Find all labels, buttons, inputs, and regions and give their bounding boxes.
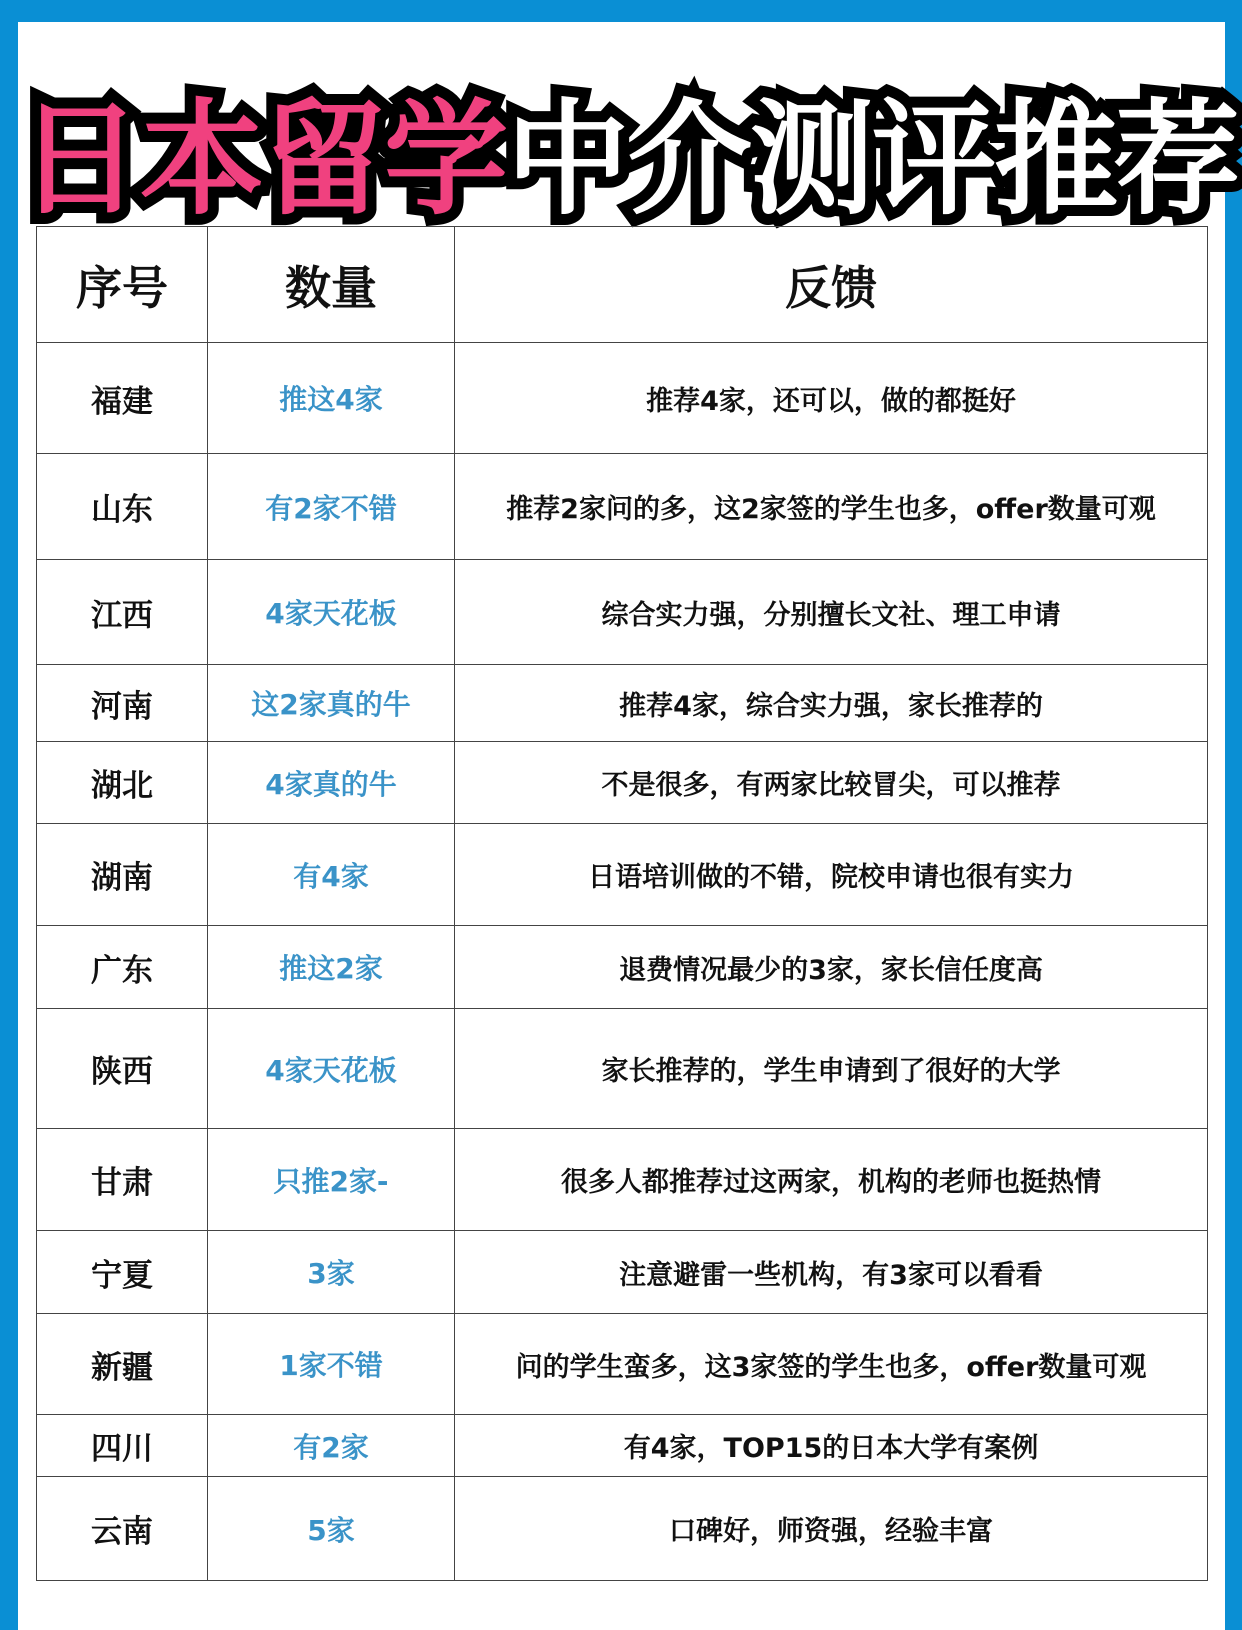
- table-header-row: [37, 227, 1208, 343]
- feedback-cell: 注意避雷一些机构，有3家可以看看: [455, 1231, 1208, 1314]
- feedback-cell: 不是很多，有两家比较冒尖，可以推荐: [455, 742, 1208, 824]
- table-row: [37, 560, 1208, 665]
- quantity-cell: 3家: [208, 1231, 455, 1314]
- feedback-cell: 退费情况最少的3家，家长信任度高: [455, 926, 1208, 1009]
- province-cell: 新疆: [37, 1314, 208, 1415]
- quantity-cell: 有2家: [208, 1415, 455, 1477]
- quantity-cell: 推这2家: [208, 926, 455, 1009]
- quantity-cell: 4家天花板: [208, 560, 455, 665]
- quantity-cell: 只推2家-: [208, 1129, 455, 1231]
- province-cell: 湖南: [37, 824, 208, 926]
- table-row: [37, 454, 1208, 560]
- feedback-cell: 推荐4家，综合实力强，家长推荐的: [455, 665, 1208, 742]
- quantity-cell: 推这4家: [208, 343, 455, 454]
- table-row: [37, 742, 1208, 824]
- province-cell: 湖北: [37, 742, 208, 824]
- province-cell: 福建: [37, 343, 208, 454]
- province-cell: 宁夏: [37, 1231, 208, 1314]
- feedback-cell: 很多人都推荐过这两家，机构的老师也挺热情: [455, 1129, 1208, 1231]
- quantity-cell: 4家天花板: [208, 1009, 455, 1129]
- quantity-cell: 这2家真的牛: [208, 665, 455, 742]
- province-cell: 河南: [37, 665, 208, 742]
- province-cell: 陕西: [37, 1009, 208, 1129]
- quantity-cell: 5家: [208, 1477, 455, 1581]
- feedback-cell: 日语培训做的不错，院校申请也很有实力: [455, 824, 1208, 926]
- quantity-cell: 有2家不错: [208, 454, 455, 560]
- quantity-cell: 4家真的牛: [208, 742, 455, 824]
- table-row: [37, 343, 1208, 454]
- feedback-cell: 推荐4家，还可以，做的都挺好: [455, 343, 1208, 454]
- table-row: [37, 1314, 1208, 1415]
- feedback-cell: 家长推荐的，学生申请到了很好的大学: [455, 1009, 1208, 1129]
- recommendation-table: [36, 226, 1208, 1581]
- feedback-cell: 推荐2家问的多，这2家签的学生也多，offer数量可观: [455, 454, 1208, 560]
- header-feedback: 反馈: [455, 227, 1208, 343]
- feedback-cell: 综合实力强，分别擅长文社、理工申请: [455, 560, 1208, 665]
- province-cell: 广东: [37, 926, 208, 1009]
- province-cell: 甘肃: [37, 1129, 208, 1231]
- poster-page: [18, 22, 1239, 1630]
- quantity-cell: 1家不错: [208, 1314, 455, 1415]
- province-cell: 四川: [37, 1415, 208, 1477]
- header-index: 序号: [37, 227, 208, 343]
- table-row: [37, 1231, 1208, 1314]
- header-quantity: 数量: [208, 227, 455, 343]
- table-row: [37, 1477, 1208, 1581]
- feedback-cell: 有4家，TOP15的日本大学有案例: [455, 1415, 1208, 1477]
- table-row: [37, 1009, 1208, 1129]
- quantity-cell: 有4家: [208, 824, 455, 926]
- title-rest: 中介测评推荐: [506, 88, 1239, 232]
- table-row: [37, 1129, 1208, 1231]
- table-row: [37, 665, 1208, 742]
- province-cell: 江西: [37, 560, 208, 665]
- table-row: [37, 824, 1208, 926]
- title-highlight: 日本留学: [18, 88, 507, 232]
- feedback-cell: 问的学生蛮多，这3家签的学生也多，offer数量可观: [455, 1314, 1208, 1415]
- table-row: [37, 1415, 1208, 1477]
- feedback-cell: 口碑好，师资强，经验丰富: [455, 1477, 1208, 1581]
- province-cell: 云南: [37, 1477, 208, 1581]
- table-row: [37, 926, 1208, 1009]
- province-cell: 山东: [37, 454, 208, 560]
- page-title: [18, 80, 1239, 240]
